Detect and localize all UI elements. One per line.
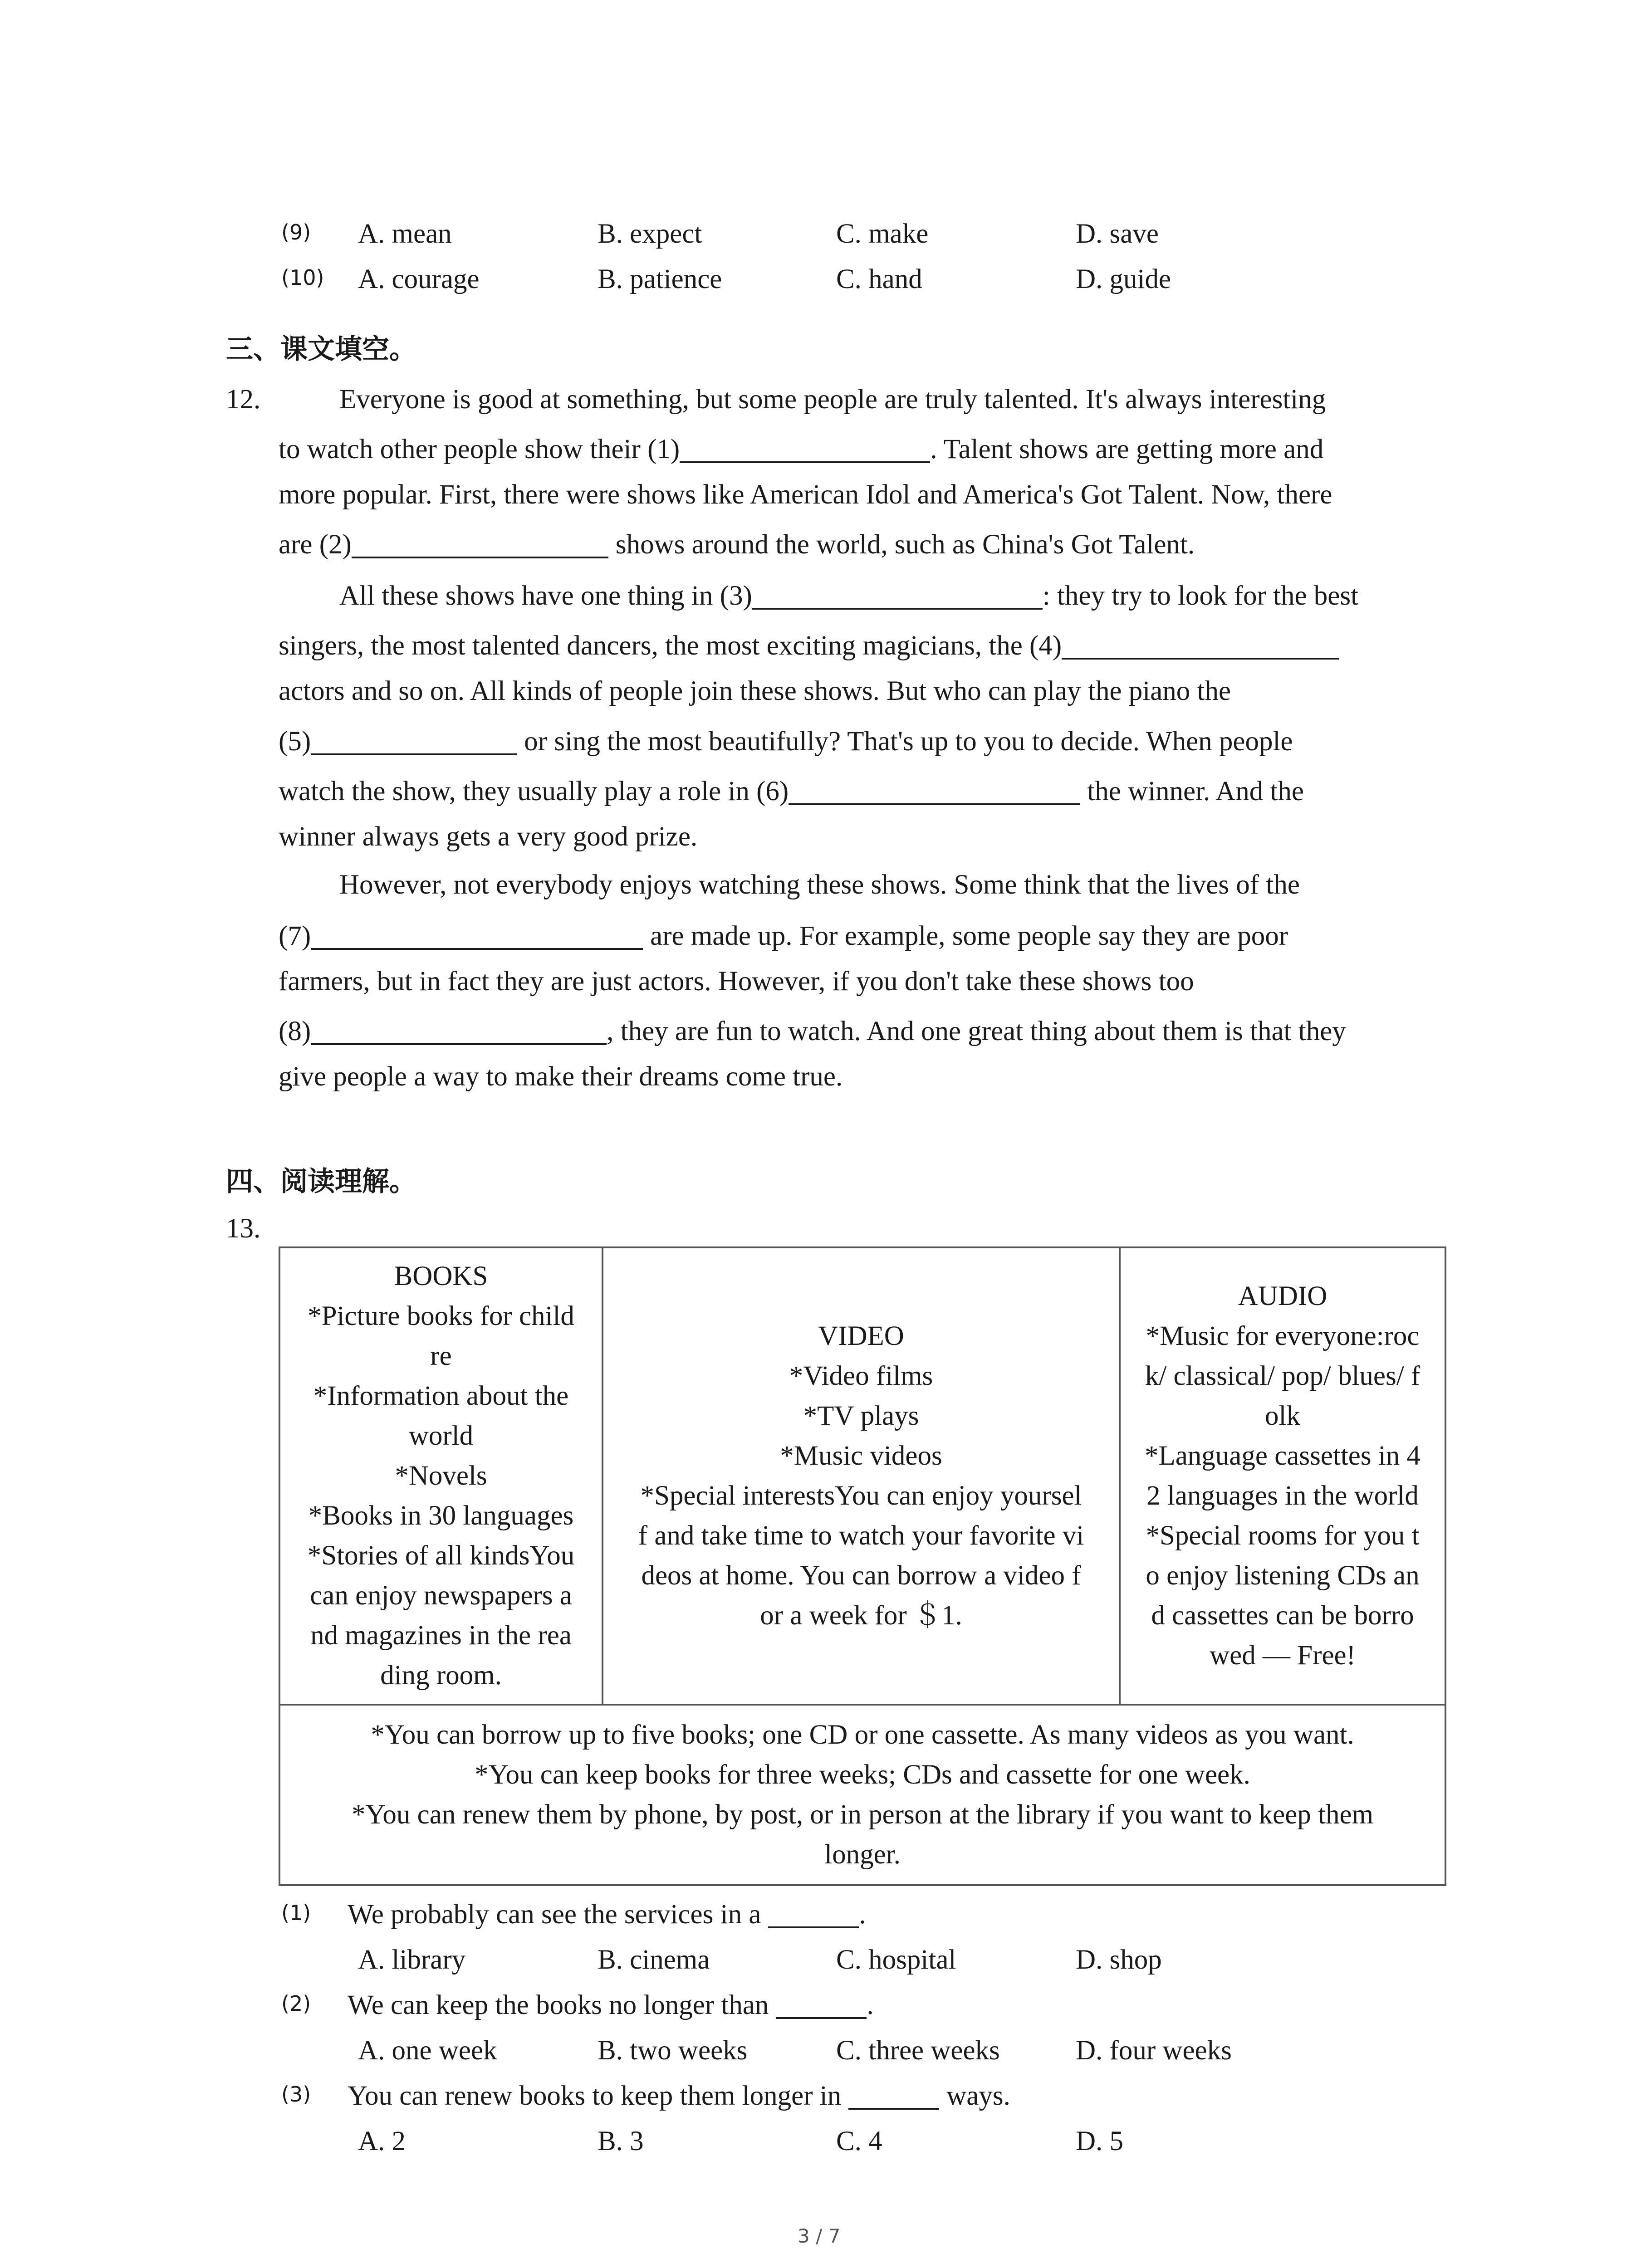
answer-blank[interactable] <box>776 1994 867 2019</box>
answer-blank[interactable] <box>752 582 1043 610</box>
books-line: *Books in 30 languages <box>308 1501 574 1531</box>
audio-line: k/ classical/ pop/ blues/ f <box>1145 1361 1421 1391</box>
option-d: D. save <box>1076 219 1159 249</box>
subquestion-stem: We can keep the books no longer than . <box>348 1990 874 2020</box>
passage-line: However, not everybody enjoys watching these shows. Some think that the lives of the <box>339 870 1300 900</box>
rules-cell <box>279 1705 1445 1885</box>
rules-line: *You can renew them by phone, by post, or in person at the library if you want to keep them <box>351 1799 1374 1830</box>
answer-blank[interactable] <box>352 531 608 558</box>
books-line: re <box>430 1341 452 1371</box>
books-line: *Novels <box>395 1461 487 1491</box>
audio-line: *Music for everyone:roc <box>1146 1321 1420 1351</box>
question-number: 13. <box>226 1213 261 1244</box>
option-b[interactable]: B. 3 <box>598 2126 644 2156</box>
answer-blank[interactable] <box>768 1904 859 1928</box>
subquestion-number: (3) <box>281 2082 311 2107</box>
option-a[interactable]: A. one week <box>358 2035 497 2066</box>
answer-blank[interactable] <box>680 436 930 463</box>
option-c: C. make <box>836 219 929 249</box>
answer-blank[interactable] <box>789 778 1080 805</box>
answer-blank[interactable] <box>311 1018 607 1045</box>
books-line: *Information about the <box>313 1381 569 1411</box>
rules-line: *You can keep books for three weeks; CDs and cassette for one week. <box>475 1760 1250 1790</box>
option-c[interactable]: C. hospital <box>836 1945 956 1975</box>
subquestion-number: (1) <box>281 1901 311 1925</box>
section-heading: 三、课文填空。 <box>226 333 416 365</box>
audio-line: AUDIO <box>1238 1281 1327 1311</box>
passage-line: actors and so on. All kinds of people join these shows. But who can play the piano the <box>279 676 1231 706</box>
option-c[interactable]: C. 4 <box>836 2126 882 2156</box>
books-line: *Stories of all kindsYou <box>307 1540 575 1571</box>
audio-line: o enjoy listening CDs an <box>1146 1560 1420 1591</box>
option-a: A. courage <box>358 264 480 294</box>
books-line: *Picture books for child <box>308 1301 574 1331</box>
passage-line: more popular. First, there were shows like American Idol and America's Got Talent. Now, there <box>279 479 1332 510</box>
option-b: B. patience <box>598 264 722 294</box>
video-line: *Video films <box>789 1361 933 1391</box>
passage-line: (8) , they are fun to watch. And one great thing about them is that they <box>279 1016 1346 1046</box>
video-line: *Music videos <box>780 1441 942 1471</box>
answer-blank[interactable] <box>848 2085 939 2110</box>
books-line: nd magazines in the rea <box>310 1620 572 1651</box>
books-line: world <box>408 1421 474 1451</box>
audio-line: olk <box>1265 1401 1300 1431</box>
video-line: VIDEO <box>818 1321 904 1351</box>
subquestion-stem: You can renew books to keep them longer in ways. <box>348 2081 1010 2111</box>
books-line: ding room. <box>380 1660 502 1691</box>
passage-line: (5) or sing the most beautifully? That's up to you to decide. When people <box>279 726 1293 757</box>
video-line: *Special interestsYou can enjoy yoursel <box>640 1481 1082 1511</box>
option-a: A. mean <box>358 219 452 249</box>
option-b: B. expect <box>598 219 702 249</box>
answer-blank[interactable] <box>1062 632 1339 660</box>
passage-line: singers, the most talented dancers, the most exciting magicians, the (4) <box>279 632 1339 660</box>
audio-line: d cassettes can be borro <box>1151 1600 1414 1631</box>
books-cell <box>279 1247 603 1705</box>
option-number: (9) <box>281 220 311 244</box>
video-line: or a week for ＄1. <box>760 1600 962 1631</box>
option-b[interactable]: B. cinema <box>598 1945 710 1975</box>
books-line: BOOKS <box>394 1261 488 1291</box>
option-number: (10) <box>281 265 324 290</box>
audio-line: 2 languages in the world <box>1146 1481 1419 1511</box>
page-number: 3 / 7 <box>798 2225 841 2247</box>
passage-line: winner always gets a very good prize. <box>279 821 698 852</box>
audio-line: *Language cassettes in 4 <box>1144 1441 1421 1471</box>
option-b[interactable]: B. two weeks <box>598 2035 748 2066</box>
video-cell <box>603 1247 1120 1705</box>
option-a[interactable]: A. library <box>358 1945 466 1975</box>
option-c: C. hand <box>836 264 922 294</box>
audio-line: wed — Free! <box>1210 1640 1356 1671</box>
passage-line: watch the show, they usually play a role in (6) the winner. And the <box>279 776 1304 807</box>
books-line: can enjoy newspapers a <box>310 1580 572 1611</box>
answer-blank[interactable] <box>311 728 517 755</box>
option-d[interactable]: D. shop <box>1076 1945 1162 1975</box>
passage-line: Everyone is good at something, but some people are truly talented. It's always interesting <box>339 384 1326 415</box>
video-line: *TV plays <box>803 1401 919 1431</box>
passage-line: to watch other people show their (1) . Talent shows are getting more and <box>279 434 1324 464</box>
passage-line: give people a way to make their dreams come true. <box>279 1061 843 1092</box>
audio-cell <box>1120 1247 1445 1705</box>
option-d: D. guide <box>1076 264 1171 294</box>
passage-line: (7) are made up. For example, some people say they are poor <box>279 921 1288 951</box>
passage-line: farmers, but in fact they are just actors. However, if you don't take these shows too <box>279 966 1194 997</box>
option-d[interactable]: D. 5 <box>1076 2126 1124 2156</box>
audio-line: *Special rooms for you t <box>1146 1520 1420 1551</box>
option-d[interactable]: D. four weeks <box>1076 2035 1232 2066</box>
answer-blank[interactable] <box>311 923 643 950</box>
question-number: 12. <box>226 384 261 415</box>
video-line: f and take time to watch your favorite vi <box>638 1520 1084 1551</box>
option-a[interactable]: A. 2 <box>358 2126 406 2156</box>
section-heading: 四、阅读理解。 <box>226 1166 416 1198</box>
rules-line: *You can borrow up to five books; one CD or one cassette. As many videos as you want. <box>371 1720 1354 1750</box>
passage-line: All these shows have one thing in (3) : they try to look for the best <box>339 581 1359 611</box>
option-c[interactable]: C. three weeks <box>836 2035 1000 2066</box>
passage-line: are (2) shows around the world, such as China's Got Talent. <box>279 529 1195 560</box>
rules-line: longer. <box>824 1839 901 1870</box>
video-line: deos at home. You can borrow a video f <box>641 1560 1081 1591</box>
library-services-table <box>279 1246 1446 1886</box>
subquestion-stem: We probably can see the services in a . <box>348 1899 866 1930</box>
subquestion-number: (2) <box>281 1991 311 2016</box>
